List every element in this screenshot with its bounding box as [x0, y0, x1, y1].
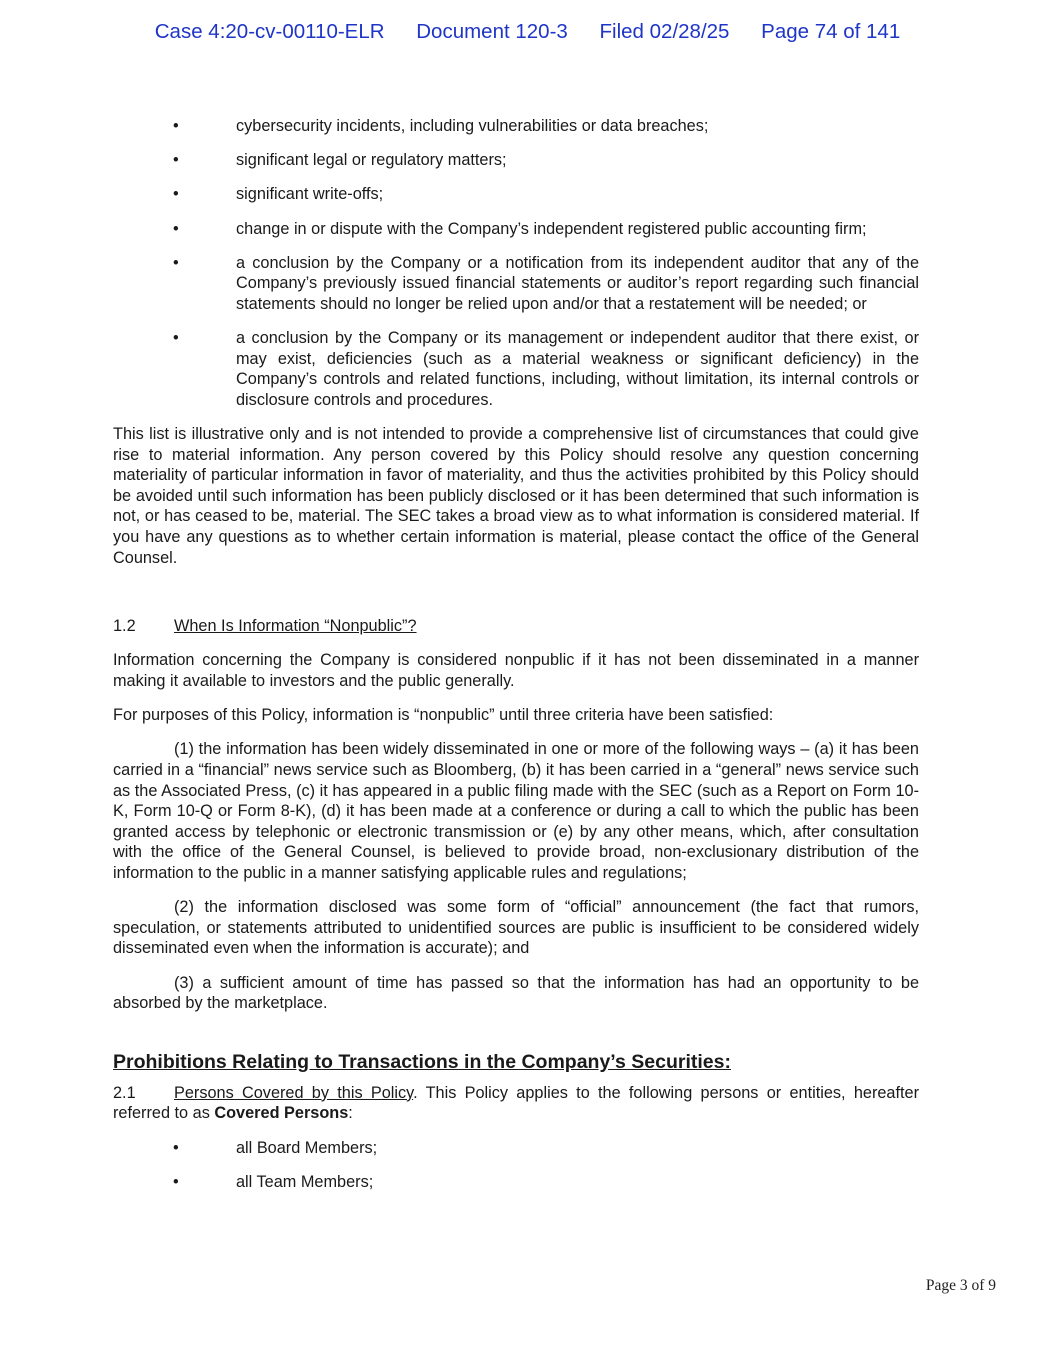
document-body	[113, 116, 919, 1206]
bullet-icon: •	[173, 185, 179, 204]
bullet-icon: •	[173, 1138, 179, 1157]
case-page-number: Page 74 of 141	[761, 20, 901, 43]
bullet-icon: •	[173, 1172, 179, 1191]
case-header	[0, 18, 1055, 46]
list-item: • cybersecurity incidents, including vulnerabilities or data breaches;	[173, 117, 709, 135]
bullet-icon: •	[173, 253, 179, 272]
illustrative-paragraph: This list is illustrative only and is not intended to provide a comprehensive list of circumstances that could give rise to material information. Any person covered by this Policy should resolve any question concerning materiality of particular information in favor of materiality, and thus the activities prohibited by this Policy should be avoided until such information has been publicly disclosed or it has been determined that such information is not, or has ceased to be, material. The SEC takes a broad view as to what information is considered material. If you have any questions as to whether certain information is material, please contact the office of the General Counsel.	[113, 425, 919, 567]
criterion-2: (2) the information disclosed was some form of “official” announcement (the fact that rumors, speculation, or statements attributed to unidentified sources are public is insufficient to be considered widely disseminated even when the information is accurate); and	[113, 898, 919, 958]
criterion-3: (3) a sufficient amount of time has passed so that the information has had an opportunity to be absorbed by the marketplace.	[113, 973, 919, 1013]
case-number: Case 4:20-cv-00110-ELR	[154, 20, 385, 43]
section-2-1-paragraph: 2.1 Persons Covered by this Policy. This Policy applies to the following persons or entities, hereafter referred to as Covered Persons:	[113, 1083, 919, 1123]
section-1-2-heading	[113, 616, 919, 637]
page-footer: Page 3 of 9	[925, 1277, 996, 1294]
bullet-icon: •	[173, 151, 179, 170]
list-item: • significant write-offs;	[173, 185, 384, 204]
nonpublic-criteria-intro: For purposes of this Policy, information is “nonpublic” until three criteria have been satisfied:	[113, 706, 774, 725]
section-number: 2.1	[113, 1083, 136, 1102]
list-item: • a conclusion by the Company or a notification from its independent auditor that any of the Company’s previously issued financial statements or auditor’s report regarding such financial statements should no longer be relied upon and/or that a restatement will be needed; or	[173, 253, 919, 313]
bullet-icon: •	[173, 117, 179, 135]
defined-term: Covered Persons	[214, 1104, 349, 1123]
bullet-icon: •	[173, 219, 179, 238]
list-item: • a conclusion by the Company or its management or independent auditor that there exist, or may exist, deficiencies (such as a material weakness or significant deficiency) in the Company’s controls and related functions, including, without limitation, its internal controls or disclosure controls and procedures.	[173, 329, 919, 409]
prohibitions-heading: Prohibitions Relating to Transactions in the Company’s Securities:	[113, 1050, 731, 1073]
section-title: When Is Information “Nonpublic”?	[174, 617, 417, 636]
bullet-icon: •	[173, 329, 179, 348]
list-item: • all Team Members;	[173, 1172, 374, 1191]
list-item: • all Board Members;	[173, 1138, 378, 1157]
list-item: • change in or dispute with the Company’s independent registered public accounting firm;	[173, 219, 867, 238]
section-title: Persons Covered by this Policy	[174, 1083, 414, 1102]
list-item: • significant legal or regulatory matters;	[173, 151, 507, 170]
filed-date: Filed 02/28/25	[599, 20, 730, 43]
nonpublic-definition: Information concerning the Company is considered nonpublic if it has not been disseminated in a manner making it available to investors and the public generally.	[113, 651, 919, 691]
criterion-1: (1) the information has been widely disseminated in one or more of the following ways – (a) it has been carried in a “financial” news service such as Bloomberg, (b) it has been carried in a “general” news service such as the Associated Press, (c) it has appeared in a public filing made with the SEC (such as a Report on Form 10-K, Form 10-Q or Form 8-K), (d) it has been made at a conference or during a call to which the public has been granted access by telephonic or electronic transmission or (e) by any other means, which, after consultation with the office of the General Counsel, is believed to provide broad, non-exclusionary distribution of the information to the public in a manner satisfying applicable rules and regulations;	[113, 740, 919, 882]
document-number: Document 120-3	[416, 20, 568, 43]
section-number: 1.2	[113, 617, 136, 636]
